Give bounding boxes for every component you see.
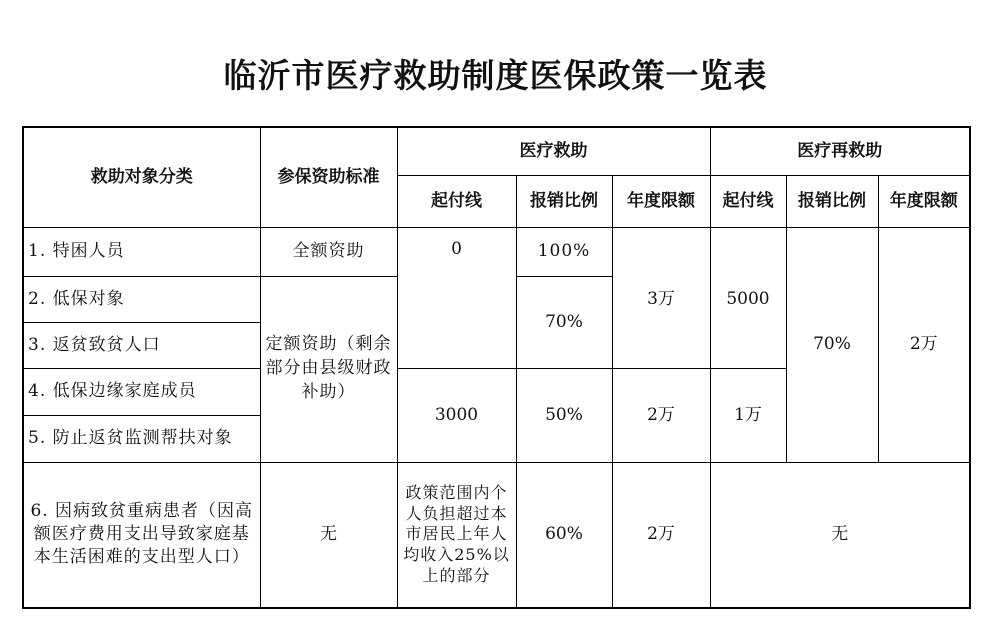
aid-ratio-cell-3: 50%: [516, 368, 612, 462]
re-threshold-cell-2: 1万: [710, 368, 786, 462]
full-subsidy-cell: 全额资助: [260, 227, 397, 276]
aid-limit-cell-1: 3万: [612, 227, 710, 368]
row-1-category: 1. 特困人员: [23, 227, 260, 276]
header-insurance-standard: 参保资助标准: [260, 127, 397, 227]
header-re-threshold: 起付线: [710, 175, 786, 227]
aid-ratio-cell-2: 70%: [516, 276, 612, 368]
re-none-cell: 无: [710, 462, 970, 608]
policy-table: [22, 126, 971, 609]
aid-threshold-cell-3: 政策范围内个人负担超过本市居民上年人均收入25%以上的部分: [397, 462, 516, 608]
header-aid-threshold: 起付线: [397, 175, 516, 227]
header-aid-ratio: 报销比例: [516, 175, 612, 227]
re-threshold-cell-1: 5000: [710, 227, 786, 368]
header-medical-aid: 医疗救助: [397, 127, 710, 175]
re-ratio-cell: 70%: [786, 227, 878, 462]
row-5-category: 5. 防止返贫监测帮扶对象: [23, 415, 260, 462]
aid-threshold-cell-1: 0: [397, 227, 516, 368]
row-3-category: 3. 返贫致贫人口: [23, 322, 260, 368]
header-aid-limit: 年度限额: [612, 175, 710, 227]
header-re-aid: 医疗再救助: [710, 127, 970, 175]
aid-limit-cell-3: 2万: [612, 462, 710, 608]
aid-limit-cell-2: 2万: [612, 368, 710, 462]
aid-ratio-cell-4: 60%: [516, 462, 612, 608]
page-title: 临沂市医疗救助制度医保政策一览表: [223, 56, 768, 95]
row-6-category: 6. 因病致贫重病患者（因高额医疗费用支出导致家庭基本生活困难的支出型人口）: [23, 462, 260, 608]
row-4-category: 4. 低保边缘家庭成员: [23, 368, 260, 415]
header-category: 救助对象分类: [23, 127, 260, 227]
none-standard-cell: 无: [260, 462, 397, 608]
fixed-subsidy-cell: 定额资助（剩余部分由县级财政补助）: [260, 276, 397, 462]
header-re-limit: 年度限额: [878, 175, 970, 227]
aid-threshold-cell-2: 3000: [397, 368, 516, 462]
header-re-ratio: 报销比例: [786, 175, 878, 227]
row-2-category: 2. 低保对象: [23, 276, 260, 322]
aid-ratio-cell-1: 100%: [516, 227, 612, 276]
re-limit-cell: 2万: [878, 227, 970, 462]
